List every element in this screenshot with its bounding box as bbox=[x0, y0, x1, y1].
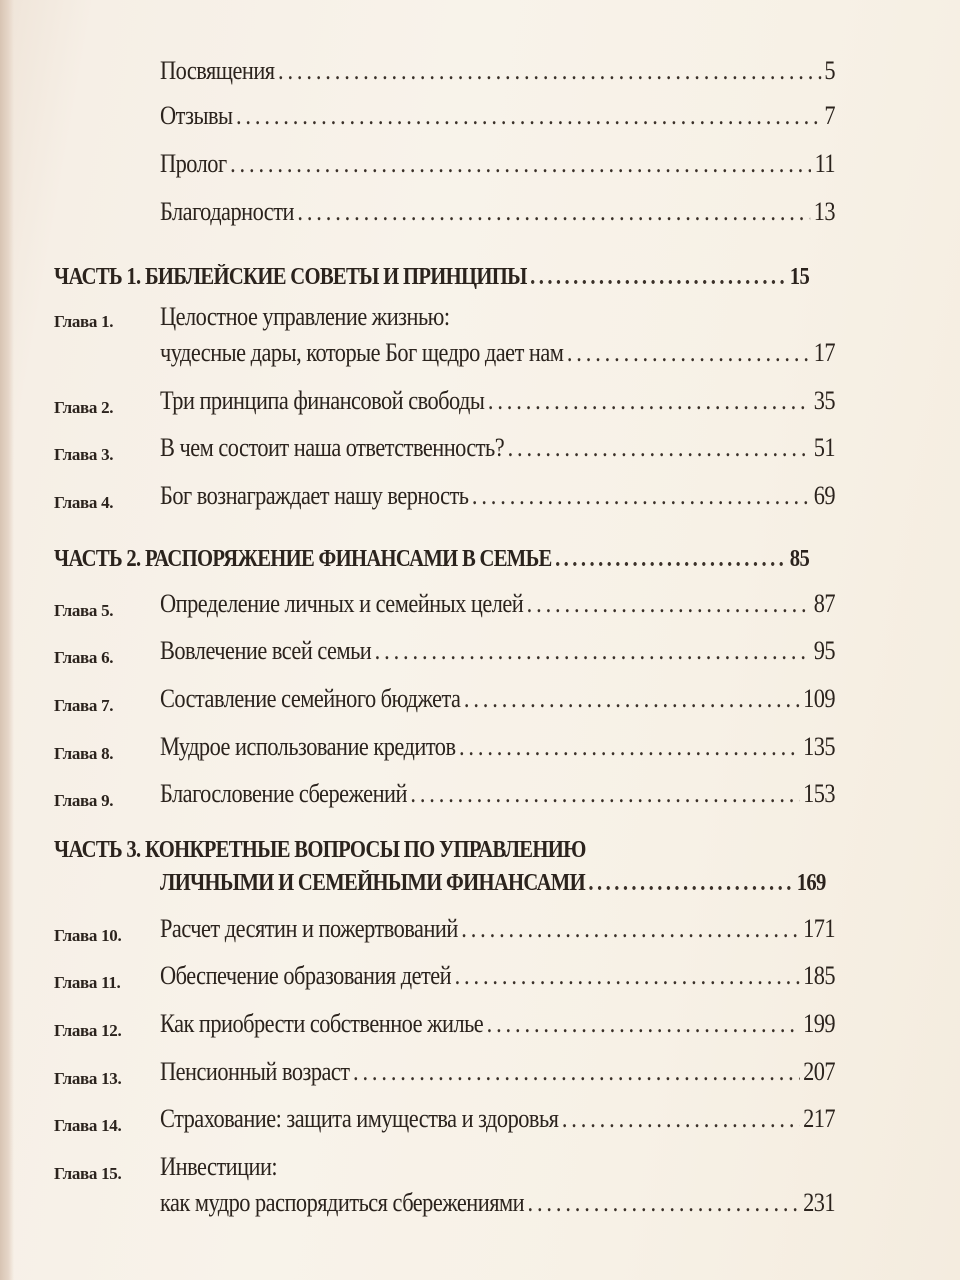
leader-dots bbox=[562, 1104, 800, 1134]
toc-entry-dedications[interactable]: Посвящения . . . 5 bbox=[160, 56, 835, 86]
leader-dots bbox=[588, 870, 793, 897]
chapter-label: Глава 15. bbox=[54, 1164, 122, 1183]
chapter-label: Глава 14. bbox=[54, 1116, 122, 1135]
chapter-label: Глава 5. bbox=[54, 601, 114, 620]
leader-dots bbox=[508, 433, 811, 463]
toc-entry-reviews[interactable]: Отзывы . . . 7 bbox=[160, 101, 835, 131]
chapter-label: Глава 10. bbox=[54, 926, 122, 945]
toc-entry-chapter-11[interactable]: Обеспечение образования детей . . . 185 bbox=[160, 961, 835, 991]
toc-entry-chapter-13[interactable]: Пенсионный возраст . . . 207 bbox=[160, 1057, 835, 1087]
chapter-label: Глава 11. bbox=[54, 973, 121, 992]
toc-entry-prologue[interactable]: Пролог . . . 11 bbox=[160, 149, 835, 179]
leader-dots bbox=[555, 546, 786, 573]
toc-part-1[interactable]: ЧАСТЬ 1. БИБЛЕЙСКИЕ СОВЕТЫ И ПРИНЦИПЫ . . . 15 bbox=[54, 264, 809, 291]
toc-entry-chapter-6[interactable]: Вовлечение всей семьи . . . 95 bbox=[160, 636, 835, 666]
chapter-label: Глава 13. bbox=[54, 1069, 122, 1088]
leader-dots bbox=[410, 779, 799, 809]
leader-dots bbox=[472, 481, 810, 511]
toc-entry-acknowledgements[interactable]: Благодарности . . . 13 bbox=[160, 197, 835, 227]
toc-entry-chapter-10[interactable]: Расчет десятин и пожертвований . . . 171 bbox=[160, 914, 835, 944]
leader-dots bbox=[459, 732, 800, 762]
toc-entry-chapter-4[interactable]: Бог вознаграждает нашу верность . . . 69 bbox=[160, 481, 835, 511]
chapter-label: Глава 12. bbox=[54, 1021, 122, 1040]
chapter-label: Глава 1. bbox=[54, 312, 114, 331]
chapter-title-line1: Целостное управление жизнью: bbox=[160, 302, 450, 331]
chapter-title-line1: Инвестиции: bbox=[160, 1152, 278, 1181]
leader-dots bbox=[527, 1188, 799, 1218]
chapter-label: Глава 6. bbox=[54, 648, 114, 667]
leader-dots bbox=[461, 914, 799, 944]
chapter-label: Глава 8. bbox=[54, 744, 114, 763]
chapter-label: Глава 4. bbox=[54, 493, 114, 512]
toc-entry-chapter-1[interactable]: чудесные дары, которые Бог щедро дает нам . . . 17 bbox=[160, 338, 835, 368]
toc-entry-chapter-3[interactable]: В чем состоит наша ответственность? . . . 51 bbox=[160, 433, 835, 463]
leader-dots bbox=[527, 589, 811, 619]
toc-entry-chapter-12[interactable]: Как приобрести собственное жилье . . . 199 bbox=[160, 1009, 835, 1039]
toc-entry-chapter-15[interactable]: как мудро распорядиться сбережениями . . . 231 bbox=[160, 1188, 835, 1218]
toc-part-2[interactable]: ЧАСТЬ 2. РАСПОРЯЖЕНИЕ ФИНАНСАМИ В СЕМЬЕ . . . 85 bbox=[54, 546, 809, 573]
toc-entry-chapter-8[interactable]: Мудрое использование кредитов . . . 135 bbox=[160, 732, 835, 762]
toc-entry-chapter-14[interactable]: Страхование: защита имущества и здоровья . . . 217 bbox=[160, 1104, 835, 1134]
leader-dots bbox=[455, 961, 800, 991]
leader-dots bbox=[375, 636, 811, 666]
toc-part-3[interactable]: ЛИЧНЫМИ И СЕМЕЙНЫМИ ФИНАНСАМИ . . . 169 bbox=[160, 870, 826, 897]
leader-dots bbox=[278, 56, 821, 86]
leader-dots bbox=[230, 149, 811, 179]
facing-page-edge bbox=[0, 0, 14, 1280]
chapter-label: Глава 3. bbox=[54, 445, 114, 464]
leader-dots bbox=[236, 101, 821, 131]
leader-dots bbox=[488, 386, 810, 416]
leader-dots bbox=[353, 1057, 800, 1087]
chapter-label: Глава 7. bbox=[54, 696, 114, 715]
leader-dots bbox=[464, 684, 800, 714]
leader-dots bbox=[567, 338, 810, 368]
chapter-label: Глава 2. bbox=[54, 398, 114, 417]
chapter-label: Глава 9. bbox=[54, 791, 114, 810]
toc-entry-chapter-2[interactable]: Три принципа финансовой свободы . . . 35 bbox=[160, 386, 835, 416]
leader-dots bbox=[487, 1009, 800, 1039]
toc-entry-chapter-7[interactable]: Составление семейного бюджета . . . 109 bbox=[160, 684, 835, 714]
leader-dots bbox=[297, 197, 810, 227]
toc-entry-chapter-5[interactable]: Определение личных и семейных целей . . . 87 bbox=[160, 589, 835, 619]
toc-entry-chapter-9[interactable]: Благословение сбережений . . . 153 bbox=[160, 779, 835, 809]
leader-dots bbox=[530, 264, 786, 291]
toc-part-3-line1: ЧАСТЬ 3. КОНКРЕТНЫЕ ВОПРОСЫ ПО УПРАВЛЕНИЮ bbox=[54, 837, 586, 863]
